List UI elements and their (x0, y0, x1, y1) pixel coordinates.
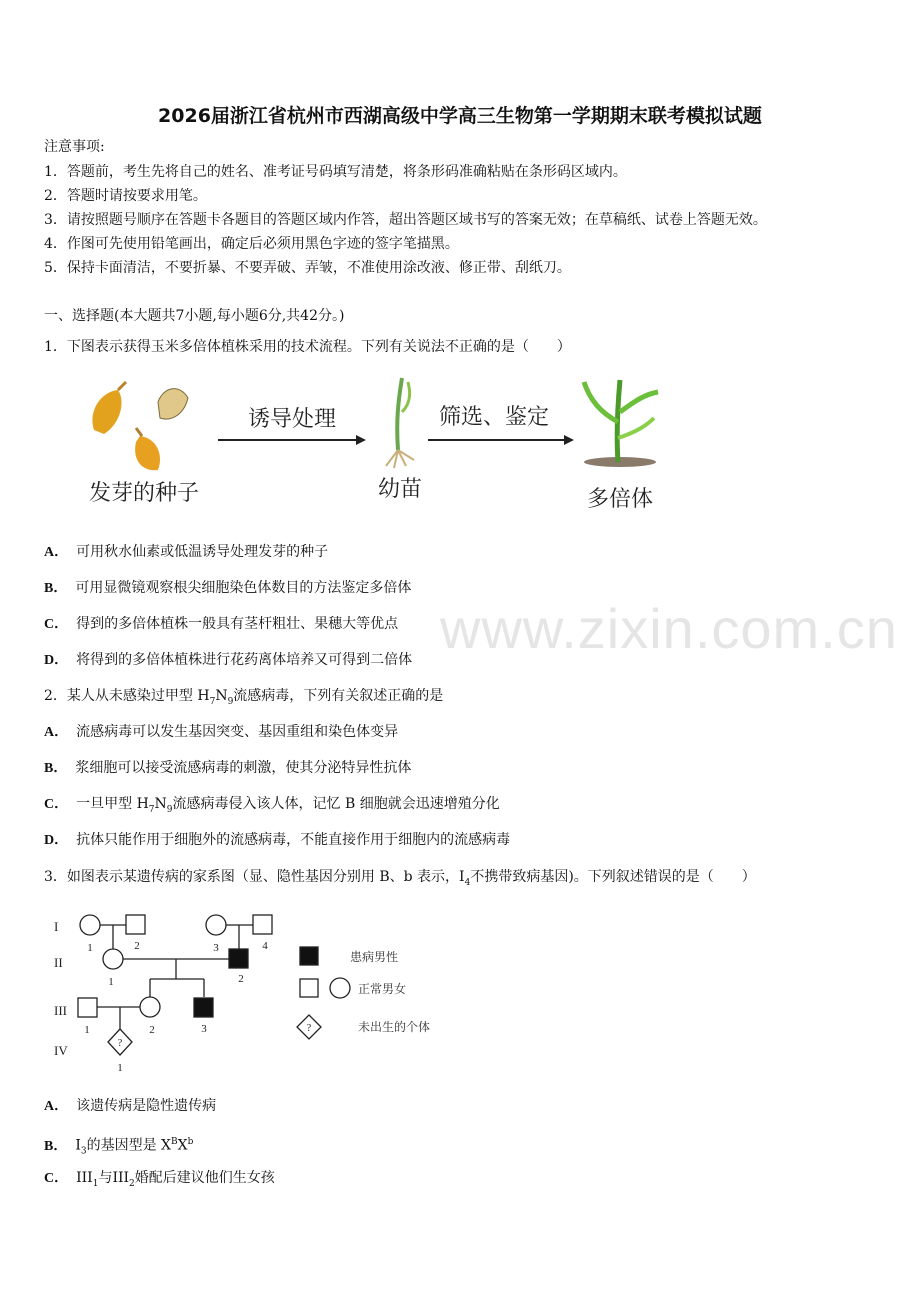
unknown-mark: ? (306, 1023, 312, 1034)
individual-number: 4 (262, 940, 268, 952)
male-normal (126, 915, 145, 934)
notes-heading: 注意事项: (44, 139, 105, 155)
option-a: A． 该遗传病是隐性遗传病 (44, 1098, 217, 1114)
polyploid-label: 多倍体 (586, 487, 654, 512)
male-normal (253, 915, 272, 934)
option-b: B． 浆细胞可以接受流感病毒的刺激，使其分泌特异性抗体 (44, 760, 412, 776)
seed-label: 发芽的种子 (88, 481, 200, 506)
generation-label: I (54, 919, 59, 934)
seed-icon (92, 382, 188, 470)
option-c: C． $III_1$与$III_2$婚配后建议他们生女孩 (44, 1170, 275, 1189)
option-d: D． 抗体只能作用于细胞外的流感病毒，不能直接作用于细胞内的流感病毒 (44, 832, 511, 848)
arrow-head (564, 435, 574, 445)
generation-label: II (54, 955, 63, 970)
arrow2-label: 筛选、鉴定 (438, 405, 550, 430)
individual-number: 3 (213, 942, 219, 954)
individual-number: 1 (87, 942, 93, 954)
legend-label: 正常男女 (358, 982, 407, 996)
note-item: 3．请按照题号顺序在答题卡各题目的答题区域内作答，超出答题区域书写的答案无效；在草稿纸、试卷上答题无效。 (44, 212, 767, 228)
individual-number: 2 (149, 1024, 155, 1036)
page-title: 2026届浙江省杭州市西湖高级中学高三生物第一学期期末联考模拟试题 (158, 105, 762, 127)
option-c: C． 得到的多倍体植株一般具有茎杆粗壮、果穗大等优点 (44, 616, 399, 632)
note-item: 5．保持卡面清洁，不要折暴、不要弄破、弄皱，不准使用涂改液、修正带、刮纸刀。 (44, 260, 571, 276)
female-normal (80, 915, 100, 935)
note-item: 1．答题前，考生先将自己的姓名、准考证号码填写清楚，将条形码准确粘贴在条形码区域内。 (44, 164, 627, 180)
q3-stem: 3．如图表示某遗传病的家系图（显、隐性基因分别用 B、b 表示，$I_4$不携带致病基因)。下列叙述错误的是（ ） (44, 869, 756, 888)
legend-affected-male (300, 947, 318, 965)
legend-normal-male (300, 979, 318, 997)
female-normal (140, 997, 160, 1017)
arrow1-label: 诱导处理 (247, 407, 337, 432)
legend-label: 未出生的个体 (358, 1020, 431, 1034)
q2-stem: 2．某人从未感染过甲型 $H_7N_9$流感病毒，下列有关叙述正确的是 (44, 688, 444, 707)
q1-flow-figure (80, 372, 680, 522)
individual-number: 2 (134, 940, 140, 952)
option-b: B． 可用显微镜观察根尖细胞染色体数目的方法鉴定多倍体 (44, 580, 412, 596)
unknown-mark: ? (117, 1038, 123, 1049)
male-affected (229, 949, 248, 968)
female-normal (206, 915, 226, 935)
pedigree-chart (44, 905, 464, 1075)
individual-number: 1 (108, 976, 114, 988)
arrow-head (356, 435, 366, 445)
seedling-label: 幼苗 (377, 477, 423, 502)
individual-number: 1 (84, 1024, 90, 1036)
option-c: C． 一旦甲型 $H_7N_9$流感病毒侵入该人体，记忆 B 细胞就会迅速增殖分化 (44, 796, 500, 815)
option-d: D． 将得到的多倍体植株进行花药离体培养又可得到二倍体 (44, 652, 413, 668)
option-b: B． $I_3$的基因型是 $X^BX^b$ (44, 1137, 194, 1157)
male-normal (78, 998, 97, 1017)
section-heading: 一、选择题(本大题共7小题,每小题6分,共42分。) (44, 308, 345, 324)
male-affected (194, 998, 213, 1017)
note-item: 2．答题时请按要求用笔。 (44, 188, 207, 204)
option-a: A． 可用秋水仙素或低温诱导处理发芽的种子 (44, 544, 329, 560)
watermark: www.zixin.com.cn (440, 597, 898, 660)
plant-icon (584, 380, 658, 467)
individual-number: 1 (117, 1062, 123, 1074)
seedling-icon (386, 378, 414, 468)
individual-number: 2 (238, 973, 244, 985)
generation-label: III (54, 1003, 67, 1018)
option-a: A． 流感病毒可以发生基因突变、基因重组和染色体变异 (44, 724, 399, 740)
note-item: 4．作图可先使用铅笔画出，确定后必须用黑色字迹的签字笔描黑。 (44, 236, 459, 252)
individual-number: 3 (201, 1023, 207, 1035)
legend-normal-female (330, 978, 350, 998)
q1-stem: 1．下图表示获得玉米多倍体植株采用的技术流程。下列有关说法不正确的是（ ） (44, 339, 571, 355)
legend-label: 患病男性 (350, 950, 399, 964)
female-normal (103, 949, 123, 969)
generation-label: IV (54, 1043, 68, 1058)
